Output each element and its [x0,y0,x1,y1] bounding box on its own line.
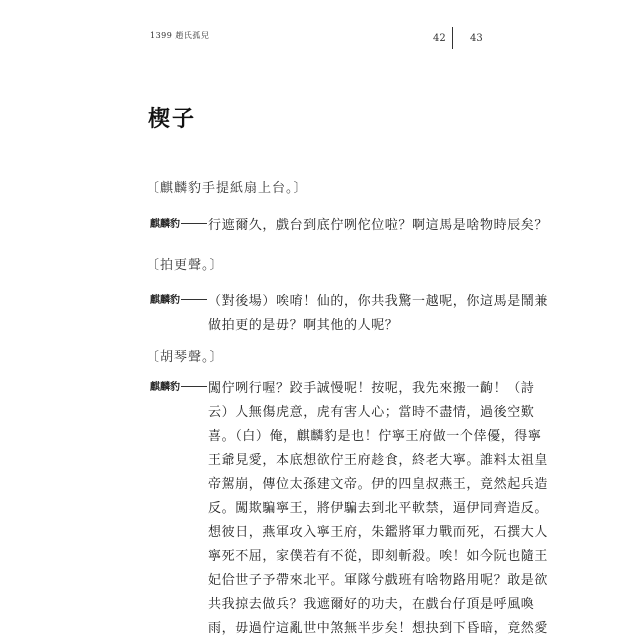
dialogue-dash [181,223,207,224]
page-divider [452,27,453,49]
speech-line: 妃佮世子予帶來北平。軍隊兮戲班有啥物路用呢？敢是欲 [208,573,549,588]
dialogue-dash [181,299,207,300]
running-header: 1399 趙氏孤兒 [150,31,210,40]
dialogue-dash [181,386,207,387]
speech-line: 云）人無傷虎意，虎有害人心；當時不盡情，過後空歎 [208,405,535,420]
speech-line: 闖佇咧行喔？跤手誠慢呢！按呢，我先來搬一齣！（詩 [208,381,535,396]
speech-line: 想彼日，燕軍攻入寧王府，朱鑑將軍力戰而死，石撰大人 [208,525,549,540]
stage-direction: 〔拍更聲。〕 [146,258,224,273]
page-number-right: 43 [470,33,483,44]
speech-line: 雨，毋過佇這亂世中煞無半步矣！想抉到下昏暗，竟然愛 [208,621,549,636]
speech-text [208,290,549,338]
speech-line: 做拍更的是毋？啊其他的人呢？ [208,318,399,333]
speaker-name: 麒麟豹 [150,295,180,306]
speech-line: 共我掠去做兵？我遮爾好的功夫，在戲台仔頂是呼風喚 [208,597,535,612]
speech-text [208,377,549,641]
speech-line: 寧死不屈，家僕若有不從，即刻斬殺。唉！如今阮也隨王 [208,549,549,564]
speaker-name: 麒麟豹 [150,219,180,230]
speech-line: 王爺見愛，本底想欲佇王府趁食，終老大寧。誰料太祖皇 [208,453,549,468]
speech-line: 行遮爾久，戲台到底佇咧佗位啦？啊這馬是啥物時辰矣？ [208,218,549,233]
chapter-title: 楔子 [148,106,197,132]
speech-line: 喜。（白）俺，麒麟豹是也！佇寧王府做一个倖優，得寧 [208,429,542,444]
page-number-left: 42 [433,33,446,44]
speech-line: 帝駕崩，傳位太孫建文帝。伊的四皇叔燕王，竟然起兵造 [208,477,549,492]
speech-text [208,214,549,238]
stage-direction: 〔胡琴聲。〕 [146,350,224,365]
speech-line: 反。闖欺騙寧王，將伊騙去到北平軟禁，逼伊同齊造反。 [208,501,549,516]
speaker-name: 麒麟豹 [150,382,180,393]
stage-direction: 〔麒麟豹手提紙扇上台。〕 [146,181,308,196]
speech-line: （對後場）唉唷！仙的，你共我驚一越呢，你這馬是鬧兼 [208,294,549,309]
